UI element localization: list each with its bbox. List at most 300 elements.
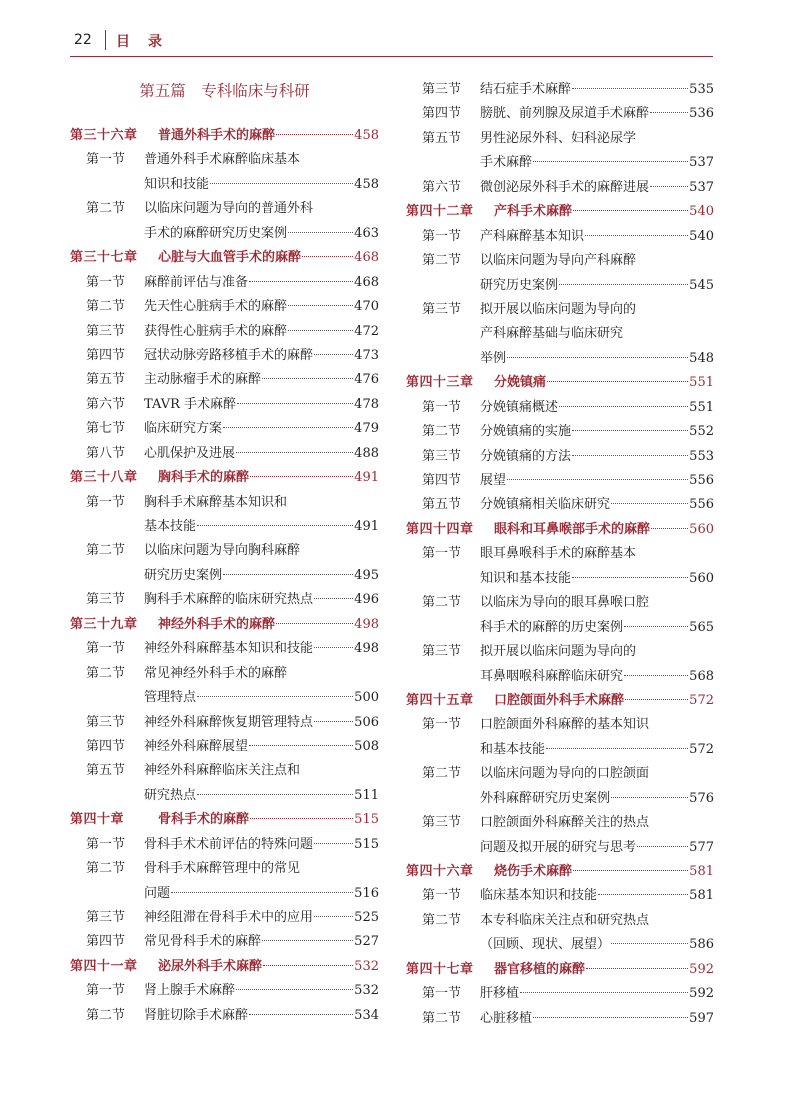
- toc-section-continuation: [70, 882, 379, 906]
- page-number: 506: [354, 714, 379, 730]
- dot-leader: [249, 745, 353, 746]
- toc-section-entry[interactable]: [406, 909, 714, 933]
- toc-section-entry[interactable]: [406, 225, 714, 249]
- dot-leader: [572, 88, 688, 89]
- section-label: 第三节: [422, 448, 462, 464]
- toc-section-entry[interactable]: [70, 857, 379, 881]
- page-number: 545: [689, 277, 714, 293]
- page-number: 468: [354, 250, 379, 266]
- toc-section-entry[interactable]: [70, 320, 379, 344]
- toc-section-continuation: [70, 564, 379, 588]
- page-number: 586: [689, 937, 714, 953]
- page-number: 540: [689, 204, 714, 220]
- toc-chapter-entry[interactable]: [406, 200, 714, 224]
- toc-section-entry[interactable]: [406, 127, 714, 151]
- toc-section-entry[interactable]: [406, 445, 714, 469]
- chapter-label: 第三十八章: [70, 470, 138, 486]
- section-title: 常见神经外科手术的麻醉: [144, 665, 288, 681]
- running-title: 目录: [116, 34, 180, 50]
- page-number: 568: [689, 668, 714, 684]
- page-number: 572: [689, 692, 714, 708]
- toc-section-continuation: [70, 784, 379, 808]
- section-label: 第一节: [422, 399, 462, 415]
- section-label: 第一节: [422, 717, 462, 733]
- section-title-continued: 研究热点: [144, 787, 197, 803]
- section-title: 胸科手术麻醉的临床研究热点: [144, 592, 314, 608]
- toc-section-continuation: [406, 322, 714, 346]
- section-title: 获得性心脏病手术的麻醉: [144, 323, 288, 339]
- dot-leader: [314, 354, 353, 355]
- section-title: 分娩镇痛概述: [480, 399, 559, 415]
- page-number: 500: [354, 690, 379, 706]
- section-title: 神经外科麻醉基本知识和技能: [144, 641, 314, 657]
- toc-section-entry[interactable]: [70, 344, 379, 368]
- toc-section-entry[interactable]: [406, 420, 714, 444]
- dot-leader: [572, 455, 688, 456]
- toc-section-entry[interactable]: [406, 78, 714, 102]
- section-title: 肾脏切除手术麻醉: [144, 1007, 249, 1023]
- dot-leader: [314, 843, 353, 844]
- dot-leader: [650, 186, 688, 187]
- page-number: 472: [354, 323, 379, 339]
- toc-section-entry[interactable]: [70, 197, 379, 221]
- section-label: 第二节: [86, 201, 126, 217]
- section-label: 第二节: [422, 1010, 462, 1026]
- section-label: 第一节: [86, 836, 126, 852]
- toc-section-entry[interactable]: [70, 491, 379, 515]
- page-number: 515: [354, 812, 379, 828]
- section-title: 普通外科手术麻醉临床基本: [144, 152, 301, 168]
- dot-leader: [223, 574, 353, 575]
- section-label: 第五节: [86, 372, 126, 388]
- chapter-label: 第四十二章: [406, 204, 474, 220]
- dot-leader: [572, 577, 688, 578]
- section-label: 第二节: [422, 766, 462, 782]
- section-title: 口腔颌面外科麻醉关注的热点: [480, 815, 650, 831]
- chapter-title: 分娩镇痛: [494, 375, 547, 391]
- page-number: 576: [689, 790, 714, 806]
- dot-leader: [586, 968, 688, 969]
- section-label: 第二节: [86, 665, 126, 681]
- chapter-title: 骨科手术的麻醉: [158, 812, 250, 828]
- toc-section-entry[interactable]: [406, 640, 714, 664]
- toc-column-left: [70, 78, 379, 1028]
- section-title-continued: 知识和技能: [144, 176, 210, 192]
- section-title: 膀胱、前列腺及尿道手术麻醉: [480, 106, 650, 122]
- toc-section-entry[interactable]: [406, 713, 714, 737]
- toc-section-entry[interactable]: [70, 906, 379, 930]
- page-number: 577: [689, 839, 714, 855]
- section-title: 拟开展以临床问题为导向的: [480, 644, 637, 660]
- toc-section-entry[interactable]: [406, 1007, 714, 1031]
- page-number: 540: [689, 228, 714, 244]
- dot-leader: [520, 992, 688, 993]
- toc-section-entry[interactable]: [70, 393, 379, 417]
- page-number: 537: [689, 179, 714, 195]
- section-label: 第五节: [422, 497, 462, 513]
- page-number: 515: [354, 836, 379, 852]
- dot-leader: [250, 818, 353, 819]
- page-number: 470: [354, 299, 379, 315]
- toc-section-entry[interactable]: [70, 833, 379, 857]
- section-title: TAVR 手术麻醉: [144, 396, 237, 412]
- section-label: 第三节: [86, 592, 126, 608]
- toc-chapter-entry[interactable]: [406, 689, 714, 713]
- toc-section-entry[interactable]: [406, 762, 714, 786]
- toc-section-entry[interactable]: [70, 735, 379, 759]
- toc-chapter-entry[interactable]: [406, 860, 714, 884]
- dot-leader: [288, 330, 353, 331]
- dot-leader: [625, 699, 688, 700]
- section-title: 神经外科麻醉临床关注点和: [144, 763, 301, 779]
- section-title: 骨科手术术前评估的特殊问题: [144, 836, 314, 852]
- dot-leader: [624, 626, 688, 627]
- section-title: 拟开展以临床问题为导向的: [480, 301, 637, 317]
- dot-leader: [236, 452, 353, 453]
- page-number: 551: [689, 399, 714, 415]
- toc-chapter-entry[interactable]: [70, 246, 379, 270]
- section-title: 肾上腺手术麻醉: [144, 983, 236, 999]
- dot-leader: [197, 794, 353, 795]
- toc-chapter-entry[interactable]: [70, 124, 379, 148]
- dot-leader: [611, 797, 688, 798]
- section-label: 第八节: [86, 445, 126, 461]
- toc-section-entry[interactable]: [70, 637, 379, 661]
- page-number: 508: [354, 738, 379, 754]
- section-label: 第一节: [422, 546, 462, 562]
- dot-leader: [573, 210, 688, 211]
- page-number: 527: [354, 934, 379, 950]
- section-title: 本专科临床关注点和研究热点: [480, 912, 650, 928]
- toc-section-entry[interactable]: [70, 271, 379, 295]
- section-title-continued: （回顾、现状、展望）: [480, 937, 611, 953]
- section-title: 神经阻滞在骨科手术中的应用: [144, 910, 314, 925]
- toc-section-continuation: [406, 347, 714, 371]
- section-title: 心肌保护及进展: [144, 445, 236, 461]
- dot-leader: [533, 1017, 688, 1018]
- section-title-continued: 和基本技能: [480, 741, 546, 757]
- page-number: 535: [689, 82, 714, 97]
- section-label: 第二节: [86, 861, 126, 877]
- section-title: 眼耳鼻喉科手术的麻醉基本: [480, 546, 637, 562]
- dot-leader: [236, 989, 353, 990]
- toc-section-entry[interactable]: [70, 295, 379, 319]
- page-number: 556: [689, 473, 714, 488]
- page-number: 572: [689, 741, 714, 757]
- section-title: 结石症手术麻醉: [480, 82, 572, 97]
- dot-leader: [314, 721, 353, 722]
- section-title: 口腔颌面外科麻醉的基本知识: [480, 717, 650, 733]
- toc-section-entry[interactable]: [406, 298, 714, 322]
- section-title-continued: 研究历史案例: [144, 567, 223, 583]
- chapter-title: 烧伤手术麻醉: [494, 864, 573, 879]
- toc-section-continuation: [406, 665, 714, 689]
- section-label: 第三节: [86, 910, 126, 925]
- toc-section-entry[interactable]: [406, 982, 714, 1006]
- section-title: 微创泌尿外科手术的麻醉进展: [480, 179, 650, 195]
- dot-leader: [651, 528, 688, 529]
- page-number: 556: [689, 497, 714, 513]
- section-label: 第四节: [422, 106, 462, 122]
- toc-section-entry[interactable]: [70, 759, 379, 783]
- page-number: 592: [689, 986, 714, 1002]
- page-number: 548: [689, 350, 714, 366]
- page-number: 498: [354, 616, 379, 632]
- page-number: 534: [354, 1007, 379, 1023]
- section-label: 第二节: [86, 299, 126, 315]
- toc-section-entry[interactable]: [70, 1004, 379, 1028]
- page-number: 536: [689, 106, 714, 122]
- section-label: 第三节: [422, 301, 462, 317]
- dot-leader: [573, 870, 688, 871]
- page-number: 463: [354, 225, 379, 241]
- dot-leader: [611, 943, 688, 944]
- toc-section-continuation: [406, 836, 714, 860]
- toc-section-entry[interactable]: [406, 176, 714, 200]
- toc-chapter-entry[interactable]: [70, 955, 379, 979]
- page-number: 473: [354, 347, 379, 363]
- section-title: 分娩镇痛的实施: [480, 424, 572, 440]
- section-label: 第三节: [86, 714, 126, 730]
- toc-section-continuation: [406, 567, 714, 591]
- chapter-label: 第四十五章: [406, 692, 474, 708]
- toc-section-entry[interactable]: [70, 442, 379, 466]
- dot-leader: [559, 406, 688, 407]
- section-label: 第六节: [86, 396, 126, 412]
- page-number: 560: [689, 570, 714, 586]
- section-title-continued: 基本技能: [144, 519, 197, 534]
- dot-leader: [507, 357, 688, 358]
- chapter-title: 心脏与大血管手术的麻醉: [158, 250, 302, 266]
- toc-section-entry[interactable]: [70, 930, 379, 954]
- toc-section-continuation: [70, 173, 379, 197]
- page-number: 581: [689, 888, 714, 904]
- section-title-continued: 管理特点: [144, 690, 197, 706]
- section-title-continued: 知识和基本技能: [480, 570, 572, 586]
- toc-section-entry[interactable]: [70, 417, 379, 441]
- toc-section-continuation: [406, 616, 714, 640]
- chapter-label: 第四十七章: [406, 961, 474, 977]
- page-number: 551: [689, 375, 714, 391]
- page-number: 552: [689, 424, 714, 440]
- section-title: 产科麻醉基本知识: [480, 228, 585, 244]
- toc-chapter-entry[interactable]: [406, 371, 714, 395]
- section-label: 第五节: [86, 763, 126, 779]
- dot-leader: [197, 525, 353, 526]
- page-number: 476: [354, 372, 379, 388]
- page-number: 22: [74, 32, 92, 48]
- dot-leader: [223, 427, 353, 428]
- section-title-continued: 耳鼻咽喉科麻醉临床研究: [480, 668, 624, 684]
- chapter-label: 第四十四章: [406, 521, 474, 537]
- section-label: 第一节: [86, 983, 126, 999]
- page-number: 597: [689, 1010, 714, 1026]
- page-number: 496: [354, 592, 379, 608]
- section-label: 第三节: [86, 323, 126, 339]
- toc-section-continuation: [406, 738, 714, 762]
- section-title: 心脏移植: [480, 1010, 533, 1026]
- section-title: 骨科手术麻醉管理中的常见: [144, 861, 301, 877]
- page-number: 565: [689, 619, 714, 635]
- toc-section-continuation: [70, 515, 379, 539]
- dot-leader: [572, 430, 688, 431]
- section-label: 第四节: [86, 934, 126, 950]
- dot-leader: [276, 623, 353, 624]
- chapter-title: 普通外科手术的麻醉: [158, 128, 276, 143]
- page-number: 495: [354, 567, 379, 583]
- dot-leader: [237, 403, 353, 404]
- section-title-continued: 外科麻醉研究历史案例: [480, 790, 611, 806]
- toc-section-continuation: [70, 222, 379, 246]
- dot-leader: [276, 134, 353, 135]
- dot-leader: [262, 378, 353, 379]
- section-title-continued: 科手术的麻醉的历史案例: [480, 619, 624, 635]
- toc-section-continuation: [406, 933, 714, 957]
- toc-chapter-entry[interactable]: [70, 466, 379, 490]
- toc-section-continuation: [406, 274, 714, 298]
- dot-leader: [598, 894, 688, 895]
- chapter-label: 第四十一章: [70, 958, 138, 974]
- chapter-title: 口腔颌面外科手术麻醉: [494, 692, 625, 708]
- page-number: 491: [354, 519, 379, 534]
- page-header: [70, 26, 713, 57]
- section-title-continued: 问题: [144, 885, 171, 901]
- section-label: 第二节: [86, 1007, 126, 1023]
- toc-section-continuation: [70, 686, 379, 710]
- dot-leader: [314, 916, 353, 917]
- toc-chapter-entry[interactable]: [406, 958, 714, 982]
- dot-leader: [546, 748, 688, 749]
- toc-section-entry[interactable]: [406, 396, 714, 420]
- page-number: 488: [354, 445, 379, 461]
- toc-section-entry[interactable]: [70, 148, 379, 172]
- toc-section-continuation: [406, 787, 714, 811]
- toc-section-entry[interactable]: [70, 711, 379, 735]
- section-title: 分娩镇痛相关临床研究: [480, 497, 611, 513]
- page-number: 516: [354, 885, 379, 901]
- toc-section-entry[interactable]: [406, 102, 714, 126]
- section-title: 以临床问题为导向产科麻醉: [480, 253, 637, 269]
- toc-chapter-entry[interactable]: [70, 613, 379, 637]
- toc-section-entry[interactable]: [406, 811, 714, 835]
- section-title: 神经外科麻醉展望: [144, 738, 249, 754]
- toc-section-entry[interactable]: [70, 588, 379, 612]
- section-title: 临床基本知识和技能: [480, 888, 598, 904]
- page-number: 478: [354, 396, 379, 412]
- page-number: 560: [689, 521, 714, 537]
- section-title-continued: 手术麻醉: [480, 155, 533, 171]
- dot-leader: [507, 479, 688, 480]
- chapter-label: 第三十九章: [70, 616, 138, 632]
- page-number: 532: [354, 983, 379, 999]
- page-number: 458: [354, 176, 379, 192]
- section-label: 第七节: [86, 421, 126, 437]
- header-divider: [105, 30, 106, 50]
- toc-section-entry[interactable]: [70, 662, 379, 686]
- dot-leader: [585, 235, 688, 236]
- section-title: 肝移植: [480, 986, 520, 1002]
- dot-leader: [262, 940, 353, 941]
- section-label: 第三节: [422, 815, 462, 831]
- toc-section-entry[interactable]: [406, 542, 714, 566]
- toc-chapter-entry[interactable]: [406, 518, 714, 542]
- chapter-label: 第三十七章: [70, 250, 138, 266]
- chapter-title: 产科手术麻醉: [494, 204, 573, 220]
- dot-leader: [288, 305, 353, 306]
- toc-section-entry[interactable]: [70, 979, 379, 1003]
- toc-section-continuation: [406, 151, 714, 175]
- section-title: 以临床为导向的眼耳鼻喉口腔: [480, 595, 650, 611]
- chapter-label: 第四十章: [70, 812, 125, 828]
- toc-section-entry[interactable]: [406, 884, 714, 908]
- dot-leader: [559, 284, 688, 285]
- section-label: 第二节: [422, 595, 462, 611]
- section-label: 第一节: [422, 888, 462, 904]
- dot-leader: [210, 183, 353, 184]
- section-label: 第三节: [422, 644, 462, 660]
- toc-column-right: [406, 78, 714, 1031]
- toc-section-entry[interactable]: [406, 249, 714, 273]
- section-title: 先天性心脏病手术的麻醉: [144, 299, 288, 315]
- section-label: 第二节: [86, 543, 126, 559]
- dot-leader: [171, 892, 353, 893]
- page-number: 592: [689, 961, 714, 977]
- section-label: 第一节: [86, 641, 126, 657]
- dot-leader: [624, 675, 688, 676]
- chapter-label: 第四十三章: [406, 375, 474, 391]
- section-label: 第二节: [422, 912, 462, 928]
- section-title: 主动脉瘤手术的麻醉: [144, 372, 262, 388]
- section-title: 临床研究方案: [144, 421, 223, 437]
- section-label: 第四节: [422, 473, 462, 488]
- section-title: 分娩镇痛的方法: [480, 448, 572, 464]
- part-title: 第五篇 专科临床与科研: [139, 82, 310, 100]
- page-number: 479: [354, 421, 379, 437]
- section-title: 以临床问题为导向胸科麻醉: [144, 543, 301, 559]
- page-number: 532: [354, 958, 379, 974]
- chapter-title: 眼科和耳鼻喉部手术的麻醉: [494, 521, 651, 537]
- section-label: 第五节: [422, 130, 462, 146]
- section-label: 第一节: [86, 152, 126, 168]
- page-number: 525: [354, 910, 379, 925]
- section-label: 第六节: [422, 179, 462, 195]
- section-title: 以临床问题为导向的口腔颌面: [480, 766, 650, 782]
- dot-leader: [533, 161, 688, 162]
- toc-section-entry[interactable]: [70, 368, 379, 392]
- toc-section-entry[interactable]: [70, 539, 379, 563]
- dot-leader: [288, 232, 353, 233]
- page-number: 458: [354, 128, 379, 143]
- dot-leader: [314, 647, 353, 648]
- toc-chapter-entry[interactable]: [70, 808, 379, 832]
- toc-section-entry[interactable]: [406, 469, 714, 493]
- section-title-continued: 问题及拟开展的研究与思考: [480, 839, 637, 855]
- section-label: 第三节: [422, 82, 462, 97]
- section-title-continued: 产科麻醉基础与临床研究: [480, 326, 624, 342]
- section-title: 常见骨科手术的麻醉: [144, 934, 262, 950]
- dot-leader: [249, 1014, 353, 1015]
- chapter-label: 第四十六章: [406, 864, 474, 879]
- section-label: 第一节: [86, 274, 126, 290]
- section-title: 男性泌尿外科、妇科泌尿学: [480, 130, 637, 146]
- dot-leader: [302, 256, 353, 257]
- toc-section-entry[interactable]: [406, 591, 714, 615]
- toc-section-entry[interactable]: [406, 493, 714, 517]
- section-label: 第二节: [422, 424, 462, 440]
- chapter-title: 胸科手术的麻醉: [158, 470, 250, 486]
- chapter-title: 神经外科手术的麻醉: [158, 616, 276, 632]
- section-label: 第二节: [422, 253, 462, 269]
